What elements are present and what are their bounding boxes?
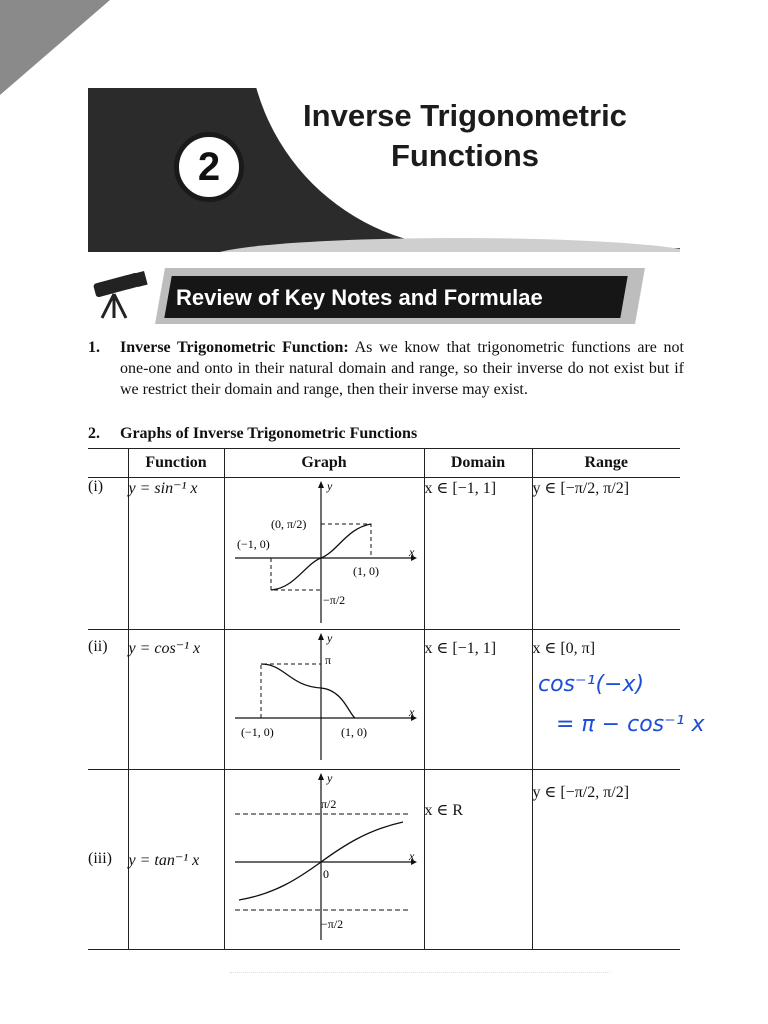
telescope-icon <box>84 270 154 320</box>
arctan-graph <box>225 770 421 946</box>
x-axis-label: x <box>408 705 414 719</box>
item-1-number: 1. <box>88 339 100 356</box>
row-roman: (i) <box>88 478 128 630</box>
header-domain: Domain <box>424 449 532 478</box>
y-axis-label: y <box>326 479 332 493</box>
label-bottom: −π/2 <box>320 917 343 931</box>
item-2-body <box>120 423 684 444</box>
arcsin-graph <box>225 478 421 628</box>
row-function: y = tan⁻¹ x <box>128 770 224 950</box>
x-axis-label: x <box>408 545 414 559</box>
chapter-title <box>250 96 680 176</box>
row-range: y ∈ [−π/2, π/2] <box>532 770 680 950</box>
item-2-heading: Graphs of Inverse Trigonometric Functions <box>120 425 418 442</box>
item-2-number: 2. <box>88 425 100 442</box>
footer-rule <box>230 972 610 973</box>
table-header-row <box>88 449 680 478</box>
item-1-body <box>120 337 684 400</box>
row-roman: (iii) <box>88 770 128 950</box>
row-domain: x ∈ [−1, 1] <box>424 630 532 770</box>
row-range: x ∈ [0, π] <box>532 630 680 770</box>
row-graph <box>224 630 424 770</box>
table-row <box>88 478 680 630</box>
header-graph: Graph <box>224 449 424 478</box>
label-top: π/2 <box>320 797 336 811</box>
y-axis-label: y <box>326 771 332 785</box>
chapter-title-line2: Functions <box>390 138 540 173</box>
arccos-graph <box>225 630 421 766</box>
label-top: (0, π/2) <box>270 517 306 531</box>
page-corner-shadow <box>0 0 110 95</box>
row-graph <box>224 478 424 630</box>
row-range: y ∈ [−π/2, π/2] <box>532 478 680 630</box>
row-function: y = sin⁻¹ x <box>128 478 224 630</box>
label-left: (−1, 0) <box>236 537 270 551</box>
chapter-title-line1: Inverse Trigonometric <box>303 98 627 133</box>
row-function: y = cos⁻¹ x <box>128 630 224 770</box>
handwritten-note-line2: = π − cos⁻¹ x <box>556 712 705 737</box>
section-banner-text: Review of Key Notes and Formulae <box>176 285 543 310</box>
handwritten-note-line1: cos⁻¹(−x) <box>538 672 645 697</box>
inverse-trig-table <box>88 448 680 950</box>
row-domain: x ∈ R <box>424 770 532 950</box>
header-function: Function <box>128 449 224 478</box>
header-range: Range <box>532 449 680 478</box>
label-top: π <box>324 653 331 667</box>
item-1 <box>88 337 684 400</box>
row-domain: x ∈ [−1, 1] <box>424 478 532 630</box>
table-row <box>88 630 680 770</box>
x-axis-label: x <box>408 849 414 863</box>
label-right: (1, 0) <box>340 725 367 739</box>
label-left: (−1, 0) <box>240 725 274 739</box>
table-row <box>88 770 680 950</box>
item-2 <box>88 423 684 444</box>
y-axis-label: y <box>326 631 332 645</box>
item-1-heading: Inverse Trigonometric Function: <box>120 339 349 356</box>
label-bottom: −π/2 <box>322 593 345 607</box>
label-right: (1, 0) <box>352 564 379 578</box>
item-1-text: As we know that trigonometric functions are not one-one and onto in their natural domain and range, so their inverse do not exist but if we restrict their domain and range, then their inverse may exist. <box>120 339 685 398</box>
row-roman: (ii) <box>88 630 128 770</box>
row-graph <box>224 770 424 950</box>
label-origin: 0 <box>322 867 329 881</box>
chapter-number: 2 <box>174 132 244 202</box>
